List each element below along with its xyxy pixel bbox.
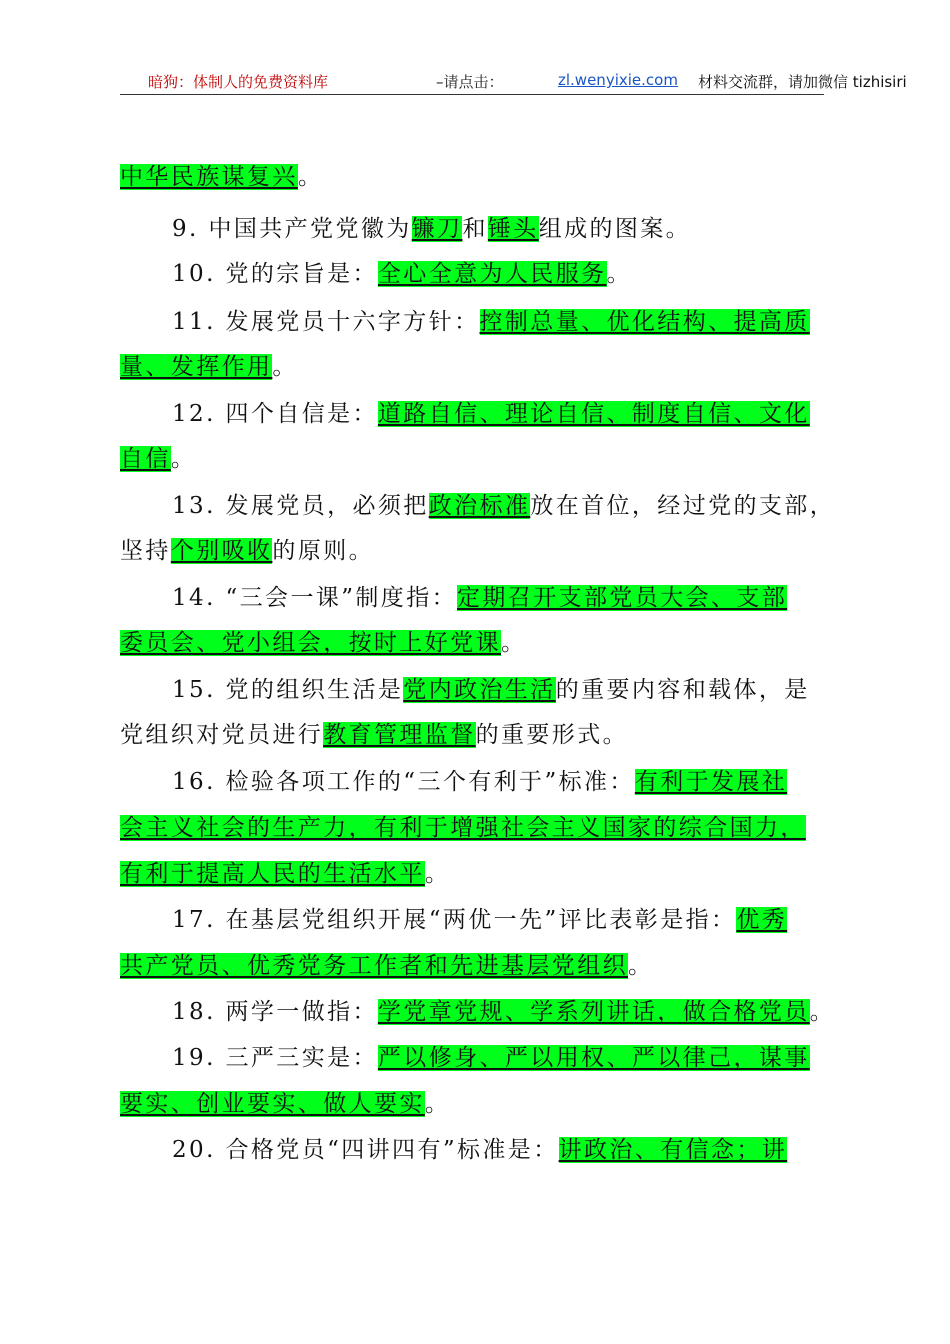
text-line <box>172 257 632 291</box>
text-line <box>172 1133 787 1167</box>
text-line <box>172 489 835 523</box>
text-line <box>120 626 526 660</box>
highlight-answer: 量、发挥作用 <box>120 354 273 380</box>
text-line <box>172 765 787 799</box>
highlight-answer: 委员会、党小组会，按时上好党课 <box>120 630 501 656</box>
highlight-answer: 党内政治生活 <box>403 677 556 703</box>
highlight-answer: 镰刀 <box>411 216 463 242</box>
highlight-answer: 共产党员、优秀党务工作者和先进基层党组织 <box>120 953 628 979</box>
text-run: 。 <box>809 999 836 1025</box>
highlight-answer: 讲政治、有信念；讲 <box>558 1137 788 1163</box>
text-run: 坚持 <box>120 538 171 564</box>
highlight-answer: 优秀 <box>736 907 788 933</box>
text-line <box>172 995 835 1029</box>
highlight-answer: 学党章党规、学系列讲话，做合格党员 <box>377 999 810 1025</box>
text-run: 11. 发展党员十六字方针： <box>172 309 480 335</box>
text-run: 20. 合格党员“四讲四有”标准是： <box>172 1137 559 1163</box>
header-link[interactable]: zl.wenyixie.com <box>558 71 678 89</box>
highlight-answer: 有利于提高人民的生活水平 <box>120 861 425 887</box>
header-click-prompt: –请点击： <box>436 73 504 91</box>
highlight-answer: 严以修身、严以用权、严以律己，谋事 <box>377 1045 810 1071</box>
text-line <box>120 534 374 568</box>
text-line <box>120 160 323 194</box>
text-run: 15. 党的组织生活是 <box>172 677 404 703</box>
text-run: 18. 两学一做指： <box>172 999 378 1025</box>
header-group-info: 材料交流群，请加微信 tizhisiri <box>698 73 907 91</box>
text-run: 放在首位，经过党的支部， <box>530 493 836 519</box>
highlight-answer: 定期召开支部党员大会、支部 <box>457 585 788 611</box>
highlight-answer: 控制总量、优化结构、提高质 <box>479 309 810 335</box>
text-line <box>172 673 810 707</box>
text-run: 16. 检验各项工作的“三个有利于”标准： <box>172 769 635 795</box>
text-line <box>172 1041 810 1075</box>
text-line <box>172 212 691 246</box>
text-run: 9. 中国共产党党徽为 <box>172 216 412 242</box>
highlight-answer: 个别吸收 <box>170 538 273 564</box>
highlight-answer: 有利于发展社 <box>634 769 788 795</box>
text-run: 的重要内容和载体，是 <box>555 677 810 703</box>
highlight-answer: 要实、创业要实、做人要实 <box>120 1091 425 1117</box>
text-run: 14. “三会一课”制度指： <box>172 585 458 611</box>
text-line <box>120 718 628 752</box>
text-run: 。 <box>606 261 632 287</box>
highlight-answer: 会主义社会的生产力，有利于增强社会主义国家的综合国力， <box>120 815 806 841</box>
highlight-answer: 自信 <box>120 446 171 472</box>
text-line <box>120 949 653 983</box>
text-run: 。 <box>424 861 451 887</box>
text-run: 。 <box>424 1091 451 1117</box>
text-run: 。 <box>297 164 324 190</box>
page-header <box>120 68 907 95</box>
text-run: 10. 党的宗旨是： <box>172 261 378 287</box>
highlight-answer: 政治标准 <box>428 493 531 519</box>
text-line <box>120 350 298 384</box>
text-run: 17. 在基层党组织开展“两优一先”评比表彰是指： <box>172 907 737 933</box>
text-line <box>172 581 787 615</box>
text-run: 。 <box>272 354 298 380</box>
text-line <box>120 442 196 476</box>
text-run: 。 <box>501 630 527 656</box>
highlight-answer: 锤头 <box>487 216 539 242</box>
text-run: 12. 四个自信是： <box>172 401 378 427</box>
text-line <box>172 397 810 431</box>
text-run: 19. 三严三实是： <box>172 1045 378 1071</box>
text-run: 和 <box>462 216 488 242</box>
highlight-answer: 全心全意为人民服务 <box>377 261 607 287</box>
text-line <box>120 811 806 845</box>
text-line <box>120 1087 450 1121</box>
text-run: 组成的图案。 <box>538 216 692 242</box>
text-run: 。 <box>628 953 654 979</box>
text-run: 。 <box>170 446 197 472</box>
text-run: 的原则。 <box>272 538 375 564</box>
highlight-answer: 中华民族谋复兴 <box>120 164 298 190</box>
highlight-answer: 道路自信、理论自信、制度自信、文化 <box>377 401 810 427</box>
header-brand: 暗狗：体制人的免费资料库 <box>148 73 329 91</box>
text-run: 的重要形式。 <box>475 722 629 748</box>
text-run: 13. 发展党员，必须把 <box>172 493 429 519</box>
text-run: 党组织对党员进行 <box>120 722 324 748</box>
text-line <box>172 305 810 339</box>
text-line <box>120 857 450 891</box>
text-line <box>172 903 787 937</box>
highlight-answer: 教育管理监督 <box>323 722 476 748</box>
